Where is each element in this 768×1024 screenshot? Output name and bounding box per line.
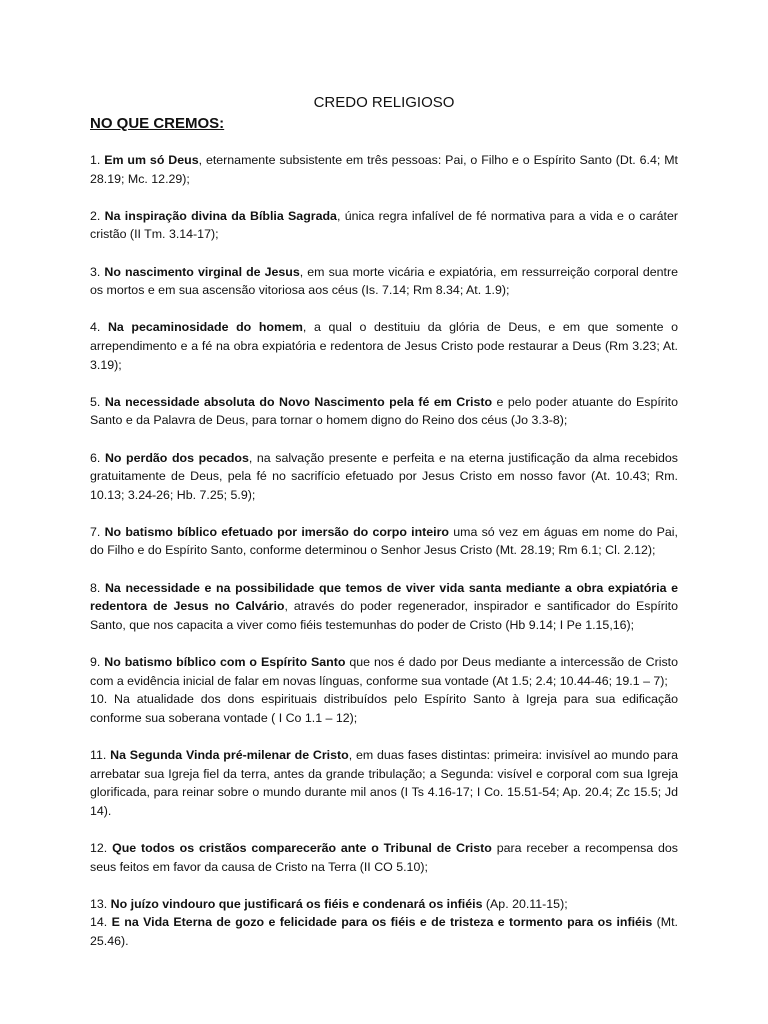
- credo-item-13: [90, 895, 678, 914]
- item-number: 1.: [90, 153, 105, 167]
- document-page: [90, 92, 678, 951]
- item-bold-text: No nascimento virginal de Jesus: [104, 264, 300, 279]
- item-number: 3.: [90, 264, 105, 279]
- credo-item-12: [90, 839, 678, 876]
- item-text: (Mt. 25.46).: [90, 915, 678, 948]
- item-number: 13.: [90, 896, 111, 911]
- item-number: 6.: [90, 450, 105, 465]
- credo-item-4: [90, 318, 678, 374]
- credo-item-5: [90, 393, 678, 430]
- item-number: 4.: [90, 320, 108, 335]
- item-text: (Ap. 20.11-15);: [482, 896, 568, 911]
- item-text: que nos é dado por Deus mediante a intercessão de Cristo com a evidência inicial de falar em novas línguas, conforme sua vontade (At 1.5; 2.4; 10.44-46; 19.1 – 7);: [90, 655, 678, 688]
- item-bold-text: Na necessidade absoluta do Novo Nascimento pela fé em Cristo: [104, 394, 493, 409]
- item-number: 8.: [90, 580, 105, 595]
- item-number: 5.: [90, 394, 105, 409]
- item-text: para receber a recompensa dos seus feitos em favor da causa de Cristo na Terra (II CO 5.10);: [90, 840, 679, 874]
- item-number: 14.: [90, 915, 112, 930]
- item-bold-text: Na Segunda Vinda pré-milenar de Cristo: [110, 748, 349, 762]
- credo-item-6: [90, 449, 678, 505]
- credo-item-11: [90, 746, 678, 820]
- item-number: 11.: [90, 748, 111, 762]
- document-subtitle: NO QUE CREMOS:: [90, 115, 225, 132]
- item-text: , em duas fases distintas: primeira: invisível ao mundo para arrebatar sua Igreja fiel da terra, antes da grande tribulação; a Segunda: visível e corporal com sua Igreja glorificada, para reinar sobre o mundo durante mil anos (I Ts 4.16-17; I Co. 15.51-54; Ap. 20.4; Zc 15.5; Jd 14).: [90, 748, 678, 818]
- item-number: 7.: [90, 524, 105, 539]
- item-text: e pelo poder atuante do Espírito Santo e da Palavra de Deus, para tornar o homem digno do Reino dos céus (Jo 3.3-8);: [90, 394, 679, 428]
- item-number: 2.: [90, 208, 105, 223]
- item-number: 10.: [90, 692, 115, 707]
- item-number: 9.: [90, 655, 105, 670]
- item-bold-text: No perdão dos pecados: [104, 450, 249, 465]
- credo-item-2: [90, 207, 678, 244]
- item-text: , na salvação presente e perfeita e na eterna justificação da alma recebidos gratuitamente de Deus, pela fé no sacrifício efetuado por Jesus Cristo em nosso favor (At. 10.43; Rm. 10.13; 3.24-26; Hb. 7.25; 5.9);: [90, 450, 678, 502]
- credo-item-9: [90, 653, 678, 690]
- credo-item-1: [90, 151, 678, 188]
- item-bold-text: Na inspiração divina da Bíblia Sagrada: [104, 208, 337, 223]
- item-text: Na atualidade dos dons espirituais distribuídos pelo Espírito Santo à Igreja para sua edificação conforme sua soberana vontade ( I Co 1.1 – 12);: [90, 692, 678, 725]
- document-title: CREDO RELIGIOSO: [313, 94, 455, 111]
- item-bold-text: No batismo bíblico efetuado por imersão do corpo inteiro: [104, 524, 450, 539]
- item-number: 12.: [90, 840, 113, 855]
- item-bold-text: Que todos os cristãos comparecerão ante o Tribunal de Cristo: [112, 840, 492, 855]
- item-text: , através do poder regenerador, inspirador e santificador do Espírito Santo, que nos capacita a viver como fiéis testemunhas do poder de Cristo (Hb 9.14; I Pe 1.15,16);: [90, 599, 679, 632]
- item-bold-text: Em um só Deus: [104, 153, 199, 167]
- item-text: , eternamente subsistente em três pessoas: Pai, o Filho e o Espírito Santo (Dt. 6.4; Mt 28.19; Mc. 12.29);: [90, 153, 678, 186]
- item-bold-text: No batismo bíblico com o Espírito Santo: [104, 655, 346, 670]
- item-bold-text: E na Vida Eterna de gozo e felicidade para os fiéis e de tristeza e tormento para os infiéis: [111, 915, 653, 930]
- item-text: , em sua morte vicária e expiatória, em ressurreição corporal dentre os mortos e em sua ascensão vitoriosa aos céus (Is. 7.14; Rm 8.34; At. 1.9);: [90, 264, 678, 298]
- item-bold-text: No juízo vindouro que justificará os fiéis e condenará os infiéis: [110, 896, 483, 911]
- item-text: , única regra infalível de fé normativa para a vida e o caráter cristão (II Tm. 3.14-17);: [90, 208, 678, 242]
- credo-item-3: [90, 263, 678, 300]
- item-text: uma só vez em águas em nome do Pai, do Filho e do Espírito Santo, conforme determinou o Senhor Jesus Cristo (Mt. 28.19; Rm 6.1; Cl. 2.12);: [90, 524, 678, 558]
- credo-item-14: [90, 913, 678, 950]
- credo-item-8: [90, 579, 678, 635]
- credo-item-7: [90, 523, 678, 560]
- item-bold-text: Na necessidade e na possibilidade que temos de viver vida santa mediante a obra expiatória e redentora de Jesus no Calvário: [90, 580, 678, 614]
- item-bold-text: Na pecaminosidade do homem: [107, 320, 303, 335]
- item-text: , a qual o destituiu da glória de Deus, e em que somente o arrependimento e a fé na obra expiatória e redentora de Jesus Cristo pode restaurar a Deus (Rm 3.23; At. 3.19);: [90, 320, 679, 372]
- credo-item-10: [90, 690, 678, 727]
